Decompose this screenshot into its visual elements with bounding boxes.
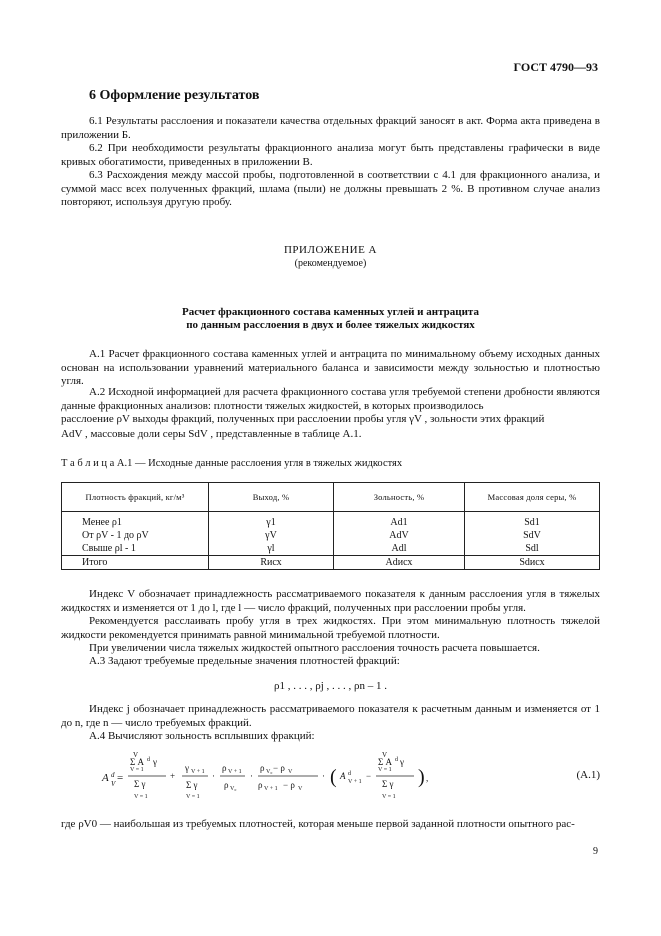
svg-text:V = 1: V = 1 <box>130 767 144 773</box>
svg-text:γ: γ <box>153 757 157 767</box>
cell-density: От ρV - 1 до ρV <box>62 529 209 542</box>
svg-text:V: V <box>298 786 303 792</box>
cell-density: Итого <box>62 556 209 570</box>
cell-ash: AdV <box>334 529 465 542</box>
svg-text:d: d <box>395 757 398 763</box>
col-header-yield: Выход, % <box>209 483 334 512</box>
cell-sulfur: Sd1 <box>465 512 600 530</box>
svg-text:Σ A: Σ A <box>378 757 392 767</box>
svg-text:− ρ: − ρ <box>283 780 295 790</box>
svg-text:Σ γ: Σ γ <box>186 780 198 790</box>
appendix-status: (рекомендуемое) <box>294 258 367 269</box>
svg-text:d: d <box>111 771 115 779</box>
cell-yield: γ1 <box>209 512 334 530</box>
cell-ash: Adисх <box>334 556 465 570</box>
appendix-title-line-1: Расчет фракционного состава каменных углей и антрацита <box>182 306 479 318</box>
cell-yield: γV <box>209 529 334 542</box>
svg-text:ρ: ρ <box>224 780 229 790</box>
svg-text:V: V <box>382 751 388 759</box>
paragraph-6-3: 6.3 Расхождения между массой пробы, подготовленной в соответствии с 4.1 для фракционного анализа, и суммой масс всех полученных фракций, шлама (пыли) не должны превышать 2 %. В противном случае анализ повторяют, используя другую пробу. <box>61 169 600 208</box>
svg-text:): ) <box>418 766 425 788</box>
svg-text:d: d <box>147 757 150 763</box>
col-header-density: Плотность фракций, кг/м³ <box>62 483 209 512</box>
col-header-ash: Зольность, % <box>334 483 465 512</box>
svg-text:V = 1: V = 1 <box>186 794 200 800</box>
document-code: ГОСТ 4790—93 <box>513 60 598 74</box>
cell-ash: Adl <box>334 542 465 556</box>
svg-text:·: · <box>212 771 215 781</box>
svg-text:γ: γ <box>185 763 189 773</box>
cell-sulfur: Sdl <box>465 542 600 556</box>
svg-text:V: V <box>133 751 139 759</box>
paragraph-accuracy: При увеличении числа тяжелых жидкостей опытного расслоения точность расчета повышается. <box>89 642 540 654</box>
table-row <box>62 512 600 530</box>
svg-text:V: V <box>288 769 293 775</box>
paragraph-6-2: 6.2 При необходимости результаты фракционного анализа могут быть представлены графически в виде кривых обогатимости, приведенных в приложении В. <box>61 142 600 168</box>
cell-yield: γl <box>209 542 334 556</box>
svg-text:V₀: V₀ <box>266 769 273 775</box>
paragraph-a-1: А.1 Расчет фракционного состава каменных углей и антрацита по минимальному объему исходных данных основан на использовании уравнений материального баланса и зависимости между зольностью и плотностью угля. <box>61 348 600 387</box>
svg-text:·: · <box>322 771 325 781</box>
paragraph-index-j: Индекс j обозначает принадлежность рассматриваемого показателя к расчетным данным и изменяется от 1 до n, где n — число требуемых фракций. <box>61 703 600 729</box>
svg-text:V + 1: V + 1 <box>264 786 278 792</box>
svg-text:V + 1: V + 1 <box>228 769 242 775</box>
page-number: 9 <box>593 846 598 857</box>
equation-number: (А.1) <box>576 769 600 781</box>
svg-text:V₀: V₀ <box>230 786 237 792</box>
appendix-title-line-2: по данным расслоения в двух и более тяжелых жидкостях <box>186 319 475 331</box>
svg-text:V + 1: V + 1 <box>191 769 205 775</box>
svg-text:V = 1: V = 1 <box>378 767 392 773</box>
cell-density: Менее ρ1 <box>62 512 209 530</box>
paragraph-a-3: А.3 Задают требуемые предельные значения плотностей фракций: <box>89 655 400 667</box>
paragraph-a-2-line-2: расслоение ρV выходы фракций, полученных при расслоении пробы угля γV , зольности этих фракций <box>61 413 545 425</box>
paragraph-a-4: А.4 Вычисляют зольность всплывших фракций: <box>89 730 315 742</box>
paragraph-a-2-line-3: AdV , массовые доли серы SdV , представленные в таблице А.1. <box>61 428 362 440</box>
paragraph-tail: где ρV0 — наибольшая из требуемых плотностей, которая меньше первой заданной плотности опытного рас- <box>61 818 575 830</box>
svg-text:ρ: ρ <box>260 763 265 773</box>
cell-density: Свыше ρl - 1 <box>62 542 209 556</box>
formula-a1-graphic <box>100 745 520 811</box>
table-a1 <box>61 482 600 570</box>
density-sequence: ρ1 , . . . , ρj , . . . , ρn – 1 . <box>273 680 388 692</box>
svg-text:·: · <box>250 771 253 781</box>
svg-text:ρ: ρ <box>258 780 263 790</box>
paragraph-index-v: Индекс V обозначает принадлежность рассматриваемого показателя к данным расслоения угля в тяжелых жидкостях и изменяется от 1 до l, где l — число фракций, полученных при расслоении пробы угля. <box>61 588 600 614</box>
svg-text:=: = <box>117 772 124 784</box>
paragraph-a-2-line-1: А.2 Исходной информацией для расчета фракционного состава угля требуемой степени дробности являются данные фракционных анализов: плотности тяжелых жидкостей, в которых производилось <box>61 386 600 412</box>
svg-text:V = 1: V = 1 <box>134 794 148 800</box>
svg-text:ρ: ρ <box>222 763 227 773</box>
svg-text:− ρ: − ρ <box>273 763 285 773</box>
table-row <box>62 542 600 556</box>
svg-text:+: + <box>170 771 176 781</box>
svg-text:γ: γ <box>400 757 404 767</box>
svg-text:Σ A: Σ A <box>130 757 144 767</box>
svg-text:Σ γ: Σ γ <box>134 779 146 789</box>
section-title: 6 Оформление результатов <box>89 88 260 103</box>
col-header-sulfur: Массовая доля серы, % <box>465 483 600 512</box>
svg-text:−: − <box>366 771 372 781</box>
svg-text:A: A <box>102 772 109 784</box>
table-row-total <box>62 556 600 570</box>
cell-sulfur: Sdисх <box>465 556 600 570</box>
paragraph-recommendation: Рекомендуется расслаивать пробу угля в трех жидкостях. При этом минимальную плотность тяжелой жидкости рекомендуется принимать равной минимальной требуемой плотности. <box>61 615 600 641</box>
svg-text:V + 1: V + 1 <box>348 779 362 785</box>
appendix-label: ПРИЛОЖЕНИЕ А <box>283 244 377 256</box>
svg-text:V = 1: V = 1 <box>382 794 396 800</box>
cell-sulfur: SdV <box>465 529 600 542</box>
table-row <box>62 529 600 542</box>
svg-text:,: , <box>426 773 429 783</box>
svg-text:(: ( <box>330 766 337 788</box>
cell-yield: Rисх <box>209 556 334 570</box>
svg-text:Σ γ: Σ γ <box>382 779 394 789</box>
table-caption: Т а б л и ц а А.1 — Исходные данные расслоения угля в тяжелых жидкостях <box>61 458 403 469</box>
svg-text:d: d <box>348 771 351 777</box>
cell-ash: Ad1 <box>334 512 465 530</box>
svg-text:A: A <box>340 771 346 781</box>
paragraph-6-1: 6.1 Результаты расслоения и показатели качества отдельных фракций заносят в акт. Форма акта приведена в приложении Б. <box>61 115 600 141</box>
svg-text:V: V <box>111 780 116 788</box>
